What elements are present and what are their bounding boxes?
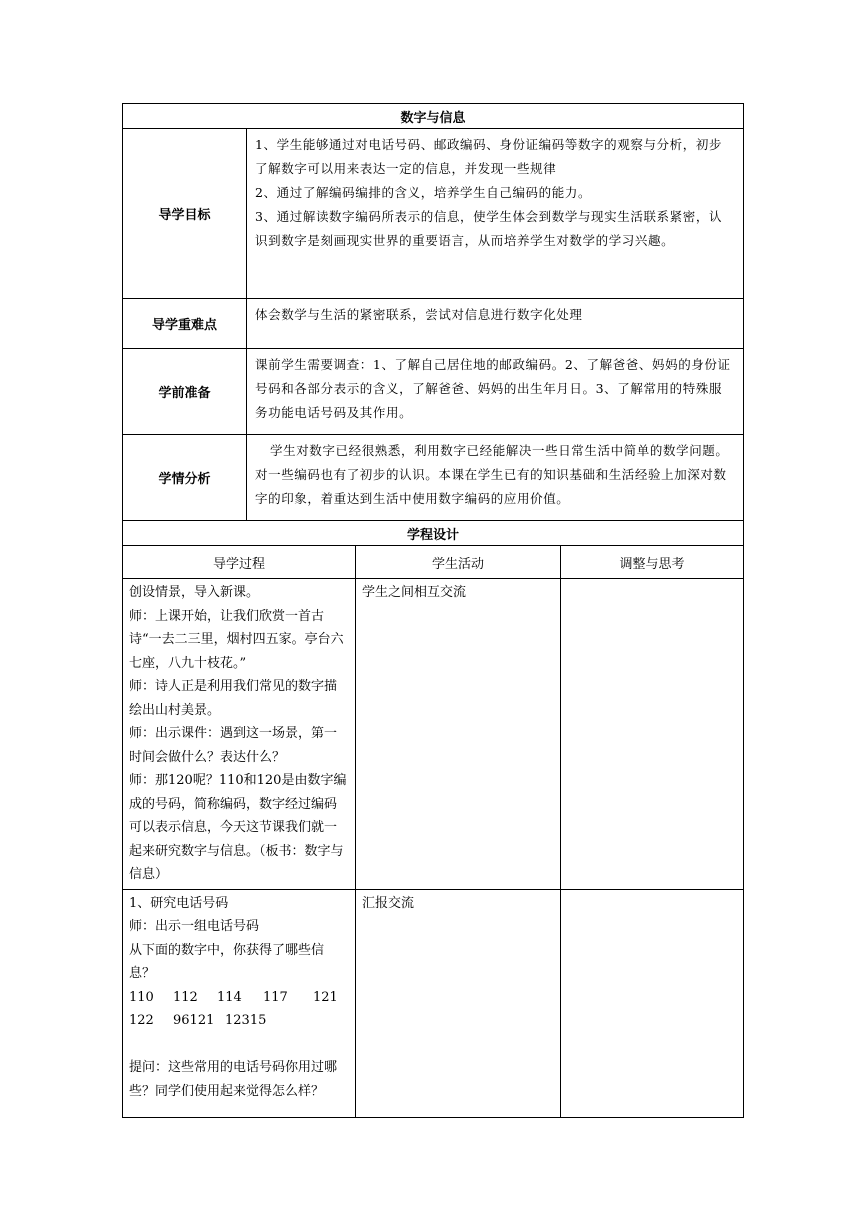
table-row (123, 889, 744, 1117)
objectives-label: 导学目标 (123, 129, 247, 299)
process-line: 师：出示课件：遇到这一场景，第一时间会做什么？表达什么？ (129, 726, 338, 765)
reflection-cell (561, 579, 744, 890)
process-line: 师：上课开始，让我们欣赏一首古诗“一去二三里，烟村四五家。亭台六七座，八九十枝花。” (129, 608, 344, 671)
key-points-text: 体会数学与生活的紧密联系，尝试对信息进行数字化处理 (255, 307, 583, 322)
objective-2: 2、通过了解编码编排的含义，培养学生自己编码的能力。 (255, 185, 592, 200)
lesson-plan-table (122, 103, 744, 1118)
activity-cell: 学生之间相互交流 (356, 579, 561, 890)
process-line: 师：出示一组电话号码 (129, 919, 260, 934)
process-cell (123, 579, 356, 890)
objectives-content (247, 129, 744, 299)
phone-number: 110 (129, 989, 154, 1005)
analysis-label: 学情分析 (123, 435, 247, 521)
phone-number: 112 (173, 989, 198, 1005)
objective-3: 3、通过解读数字编码所表示的信息，使学生体会到数学与现实生活联系紧密，认识到数字是刻画现实世界的重要语言，从而培养学生对数学的学习兴趣。 (255, 209, 723, 248)
column-header-reflection: 调整与思考 (561, 546, 744, 579)
key-points-label: 导学重难点 (123, 299, 247, 349)
process-line: 创设情景，导入新课。 (129, 585, 260, 600)
phone-number: 12315 (225, 1013, 267, 1028)
activity-cell: 汇报交流 (356, 889, 561, 1117)
process-cell (123, 889, 356, 1117)
analysis-text: 学生对数字已经很熟悉，利用数字已经能解决一些日常生活中简单的数学问题。对一些编码也有了初步的认识。本课在学生已有的知识基础和生活经验上加深对数字的印象，着重达到生活中使用数字编码的应用价值。 (255, 443, 729, 506)
preparation-content (247, 349, 744, 435)
process-question: 提问：这些常用的电话号码你用过哪些？同学们使用起来觉得怎么样？ (129, 1060, 338, 1099)
preparation-text: 课前学生需要调查：1、了解自己居住地的邮政编码。2、了解爸爸、妈妈的身份证号码和各部分表示的含义，了解爸爸、妈妈的出生年月日。3、了解常用的特殊服务功能电话号码及其作用。 (255, 357, 731, 420)
analysis-content (247, 435, 744, 521)
phone-number: 122 (129, 1013, 154, 1028)
preparation-label: 学前准备 (123, 349, 247, 435)
process-section-title: 学程设计 (123, 521, 744, 546)
reflection-cell (561, 889, 744, 1117)
phone-number: 114 (217, 989, 242, 1005)
process-line: 从下面的数字中，你获得了哪些信息？ (129, 942, 325, 981)
phone-number: 117 (263, 989, 288, 1005)
key-points-content (247, 299, 744, 349)
column-header-activity: 学生活动 (356, 546, 561, 579)
process-line: 师：那120呢？110和120是由数字编成的号码，简称编码，数字经过编码可以表示信息，今天这节课我们就一起来研究数字与信息。（板书：数字与信息） (129, 773, 347, 882)
phone-number: 121 (313, 989, 338, 1005)
phone-numbers-line-1 (129, 986, 349, 1010)
lesson-plan (122, 103, 743, 1118)
phone-numbers-line-2 (129, 1009, 349, 1033)
phone-number: 96121 (173, 1013, 215, 1028)
objective-1: 1、学生能够通过对电话号码、邮政编码、身份证编码等数字的观察与分析，初步了解数字可以用来表达一定的信息，并发现一些规律 (255, 137, 723, 176)
page-title: 数字与信息 (123, 104, 744, 129)
column-header-process: 导学过程 (123, 546, 356, 579)
table-row (123, 579, 744, 890)
process-line: 1、研究电话号码 (129, 895, 229, 911)
blank-line (129, 1033, 349, 1057)
process-line: 师：诗人正是利用我们常见的数字描绘出山村美景。 (129, 679, 338, 718)
